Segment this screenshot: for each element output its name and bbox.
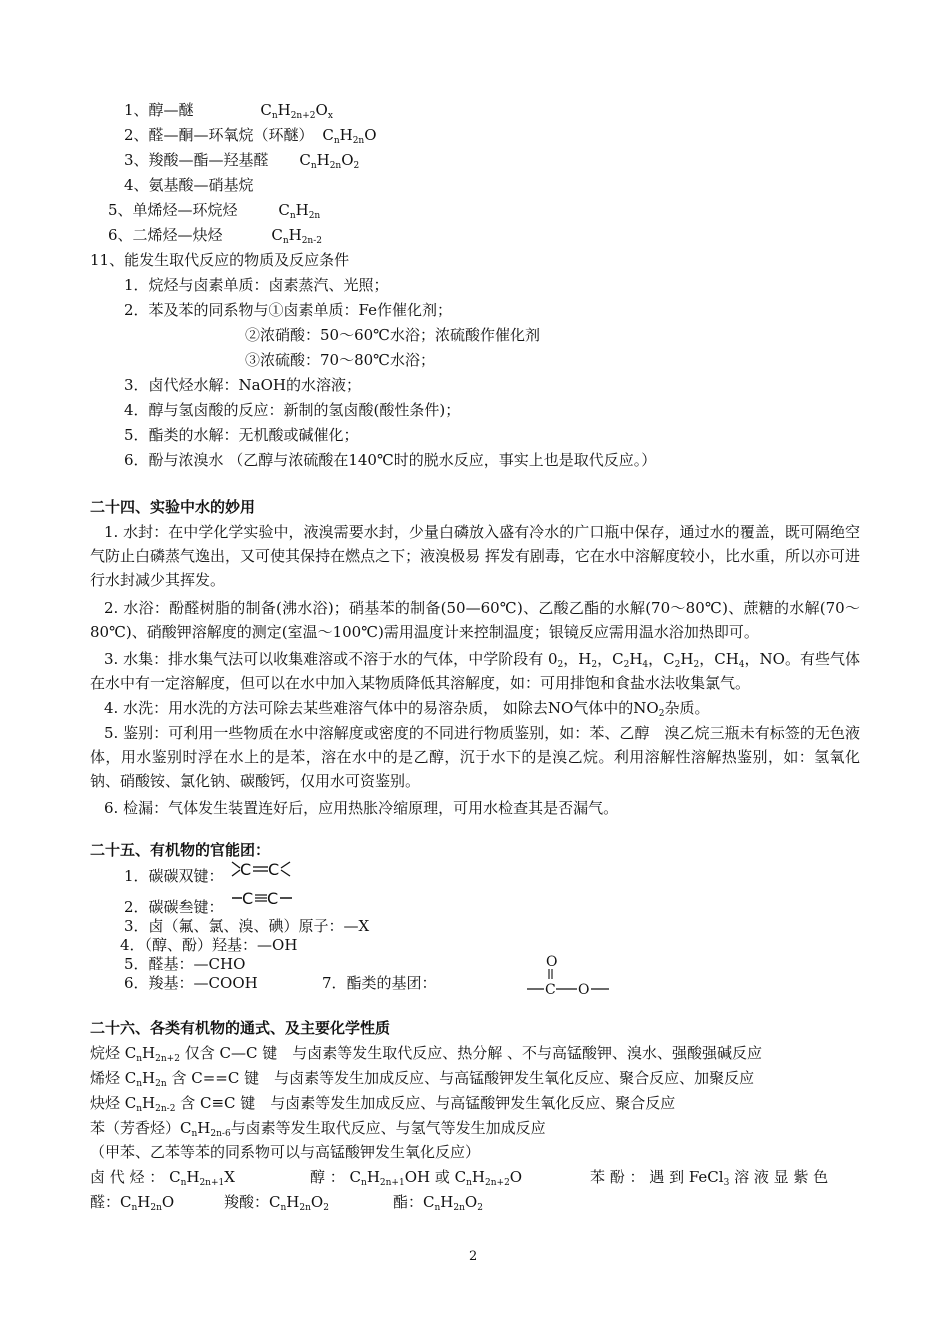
section-25-heading: 二十五、有机物的官能团： [90, 841, 271, 859]
s11-item: 1．烷烃与卤素单质：卤素蒸汽、光照； [124, 276, 389, 294]
s26-haloalkane: 卤 代 烃 ： $C_nH_{2n+1}X$ [90, 1168, 235, 1188]
s25-item-double-bond: 1．碳碳双键： [124, 867, 224, 885]
section-26-heading: 二十六、各类有机物的通式、及主要化学性质 [90, 1019, 391, 1037]
isomer-label: 3、羧酸—酯—羟基醛 [124, 151, 269, 169]
isomer-label: 4、氨基酸—硝基烷 [124, 176, 254, 194]
s24-p6: 6. 检漏：气体发生装置连好后，应用热胀冷缩原理，可用水检查其是否漏气。 [104, 799, 619, 817]
isomer-formula: $C_nH_{2n}O$ [322, 126, 377, 146]
s26-alkene: 烯烃 $C_nH_{2n}$ 含 C==C 键 与卤素等发生加成反应、与高锰酸钾发生氧化反应、聚合反应、加聚反应 [90, 1069, 755, 1089]
s11-item: 3．卤代烃水解：NaOH的水溶液； [124, 376, 361, 394]
s24-p3: 3. 水集：排水集气法可以收集难溶或不溶于水的气体，中学阶段有 $0_2$，$H_2$，$C_2H_4$，$C_2H_2$，$CH_4$，NO。有些气体在水中有一定溶解度，但可以在水中加入某物质降低其溶解度，如：可用排饱和食盐水法收集氯气。 [90, 650, 860, 692]
isomer-formula: $C_nH_{2n}$ [278, 201, 321, 221]
s11-item: 4．醇与氢卤酸的反应：新制的氢卤酸(酸性条件)； [124, 401, 461, 419]
s26-carboxylic-acid: 羧酸：$C_nH_{2n}O_2$ [224, 1193, 329, 1213]
s11-item: ②浓硝酸：50～60℃水浴；浓硫酸作催化剂 [245, 326, 540, 344]
s11-item: 2．苯及苯的同系物与①卤素单质：Fe作催化剂； [124, 301, 453, 319]
ester-carbon: C [545, 982, 556, 998]
s11-item: ③浓硫酸：70～80℃水浴； [245, 351, 435, 369]
page-number: 2 [469, 1249, 478, 1264]
s26-alcohol: 醇 ： $C_nH_{2n+1}OH$ 或 $C_nH_{2n+2}O$ [310, 1168, 523, 1188]
svg-text:C: C [268, 860, 280, 879]
isomer-formula: $C_nH_{2n+2}O_x$ [260, 101, 333, 121]
s25-item-carboxyl: 6．羧基：—COOH [124, 974, 258, 992]
isomer-1 [124, 100, 333, 120]
svg-text:C: C [240, 860, 252, 879]
isomer-6 [108, 225, 322, 245]
s24-p1: 1. 水封：在中学化学实验中，液溴需要水封，少量白磷放入盛有冷水的广口瓶中保存，通过水的覆盖，既可隔绝空气防止白磷蒸气逸出，又可使其保持在燃点之下；液溴极易 挥发有剧毒，它在水中溶解度较小，比水重，所以亦可进行水封减少其挥发。 [90, 523, 860, 589]
isomer-4 [124, 175, 254, 195]
isomer-label: 1、醇—醚 [124, 101, 194, 119]
s25-item-hydroxyl: 4．（醇、酚）羟基：—OH [120, 936, 298, 954]
s25-item-ester: 7．酯类的基团： [322, 974, 437, 992]
section-11-heading: 11、能发生取代反应的物质及反应条件 [90, 251, 350, 269]
s26-alkane: 烷烃 $C_nH_{2n+2}$ 仅含 C—C 键 与卤素等发生取代反应、热分解 、不与高锰酸钾、溴水、强酸强碱反应 [90, 1044, 762, 1064]
section-24-heading: 二十四、实验中水的妙用 [90, 498, 256, 516]
s24-p4: 4. 水洗：用水洗的方法可除去某些难溶气体中的易溶杂质， 如除去NO气体中的$NO_2$杂质。 [104, 699, 710, 719]
s24-p5: 5. 鉴别：可利用一些物质在水中溶解度或密度的不同进行物质鉴别，如：苯、乙醇 溴乙烷三瓶未有标签的无色液体，用水鉴别时浮在水上的是苯，溶在水中的是乙醇，沉于水下的是溴乙烷。利用溶解性溶解热鉴别，如：氢氧化钠、硝酸铵、氯化钠、碳酸钙，仅用水可资鉴别。 [90, 724, 860, 790]
s26-note: （甲苯、乙苯等苯的同系物可以与高锰酸钾发生氧化反应） [90, 1143, 481, 1161]
triple-bond-structure-icon [230, 888, 296, 910]
isomer-label: 6、二烯烃—炔烃 [108, 226, 223, 244]
s26-benzene: 苯（芳香烃）$C_nH_{2n-6}$与卤素等发生取代反应、与氢气等发生加成反应 [90, 1119, 546, 1139]
s26-phenol: 苯 酚 ： 遇 到 FeCl$_3$ 溶 液 显 紫 色 [590, 1168, 829, 1188]
isomer-formula: $C_nH_{2n-2}$ [271, 226, 322, 246]
ester-group-structure [525, 952, 615, 998]
ester-oxygen-top: O [546, 954, 558, 970]
s25-item-halogen: 3．卤（氟、氯、溴、碘）原子：—X [124, 917, 370, 935]
double-bond-structure-icon [226, 858, 296, 884]
isomer-5 [108, 200, 320, 220]
s11-item: 5．酯类的水解：无机酸或碱催化； [124, 426, 359, 444]
svg-text:C: C [267, 889, 279, 908]
s25-item-triple-bond: 2．碳碳叁键： [124, 898, 224, 916]
s26-ester: 酯：$C_nH_{2n}O_2$ [393, 1193, 483, 1213]
isomer-label: 5、单烯烃—环烷烃 [108, 201, 238, 219]
ester-oxygen: O [578, 982, 590, 998]
s26-alkyne: 炔烃 $C_nH_{2n-2}$ 含 C≡C 键 与卤素等发生加成反应、与高锰酸钾发生氧化反应、聚合反应 [90, 1094, 676, 1114]
s11-item: 6．酚与浓溴水 （乙醇与浓硫酸在140℃时的脱水反应，事实上也是取代反应。） [124, 451, 657, 469]
isomer-formula: $C_nH_{2n}O_2$ [299, 151, 360, 171]
isomer-label: 2、醛—酮—环氧烷（环醚） [124, 126, 314, 144]
s24-p2: 2. 水浴：酚醛树脂的制备(沸水浴)；硝基苯的制备(50—60℃)、乙酸乙酯的水解(70～80℃)、蔗糖的水解(70～80℃)、硝酸钾溶解度的测定(室温～100℃)需用温度计来控制温度；银镜反应需用温水浴加热即可。 [90, 599, 860, 641]
svg-text:C: C [242, 889, 254, 908]
isomer-3 [124, 150, 359, 170]
s25-item-aldehyde: 5．醛基：—CHO [124, 955, 246, 973]
isomer-2 [124, 125, 377, 145]
s26-aldehyde: 醛：$C_nH_{2n}O$ [90, 1193, 175, 1213]
